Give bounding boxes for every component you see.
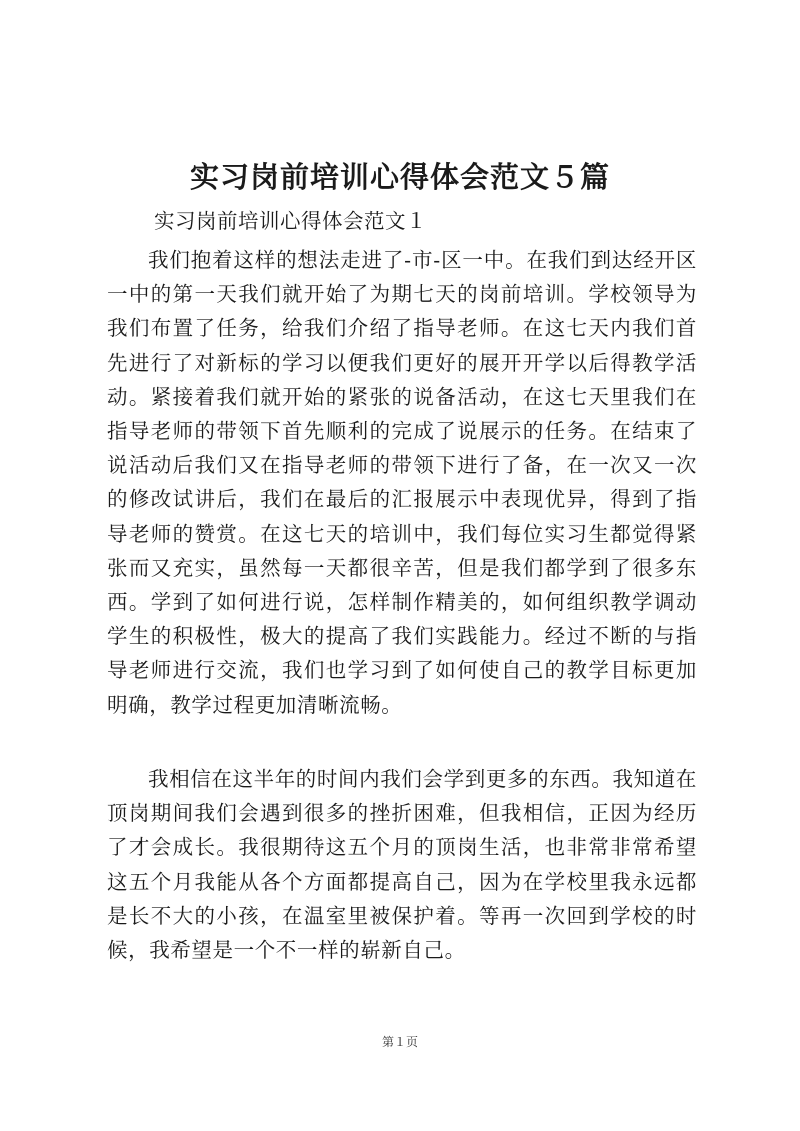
- document-title: 实习岗前培训心得体会范文５篇: [189, 160, 610, 194]
- page-number: 第１页: [381, 1035, 418, 1049]
- section-heading: 实习岗前培训心得体会范文１: [154, 209, 427, 233]
- body-paragraph-1: 我们抱着这样的想法走进了-市-区一中。在我们到达经开区一中的第一天我们就开始了为期七天的岗前培训。学校领导为我们布置了任务，给我们介绍了指导老师。在这七天内我们首先进行了对新标的学习以便我们更好的展开开学以后得教学活动。紧接着我们就开始的紧张的说备活动，在这七天里我们在指导老师的带领下首先顺利的完成了说展示的任务。在结束了说活动后我们又在指导老师的带领下进行了备，在一次又一次的修改试讲后，我们在最后的汇报展示中表现优异，得到了指导老师的赞赏。在这七天的培训中，我们每位实习生都觉得紧张而又充实，虽然每一天都很辛苦，但是我们都学到了很多东西。学到了如何进行说，怎样制作精美的，如何组织教学调动学生的积极性，极大的提高了我们实践能力。经过不断的与指导老师进行交流，我们也学习到了如何使自己的教学目标更加明确，教学过程更加清晰流畅。: [107, 248, 697, 717]
- body-paragraph-2: 我相信在这半年的时间内我们会学到更多的东西。我知道在顶岗期间我们会遇到很多的挫折困难，但我相信，正因为经历了才会成长。我很期待这五个月的顶岗生活，也非常非常希望这五个月我能从各个方面都提高自己，因为在学校里我永远都是长不大的小孩，在温室里被保护着。等再一次回到学校的时候，我希望是一个不一样的崭新自己。: [107, 767, 697, 963]
